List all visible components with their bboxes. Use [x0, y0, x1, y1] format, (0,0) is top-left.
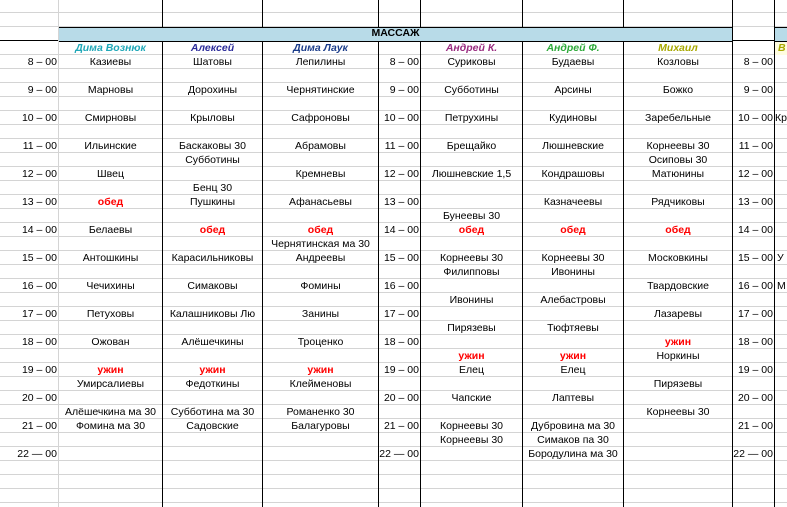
time-cell[interactable]: 13 – 00	[383, 196, 419, 208]
booking-cell[interactable]: Дорохины	[187, 84, 238, 96]
header-masseur[interactable]: Андрей К.	[445, 42, 498, 54]
time-cell[interactable]: 13 – 00	[21, 196, 57, 208]
booking-cell[interactable]: Казиевы	[89, 56, 132, 68]
time-cell[interactable]: 11 – 00	[738, 140, 773, 152]
time-cell[interactable]: 17 – 00	[383, 308, 419, 320]
booking-cell[interactable]: Дубровина ма 30	[530, 420, 616, 432]
booking-cell[interactable]: Романенко 30	[286, 406, 355, 418]
booking-cell[interactable]: Швец	[97, 168, 124, 180]
lunch-cell[interactable]: обед	[458, 224, 485, 236]
booking-cell[interactable]: Рядчиковы	[651, 196, 705, 208]
time-cell[interactable]: 22 — 00	[733, 448, 773, 460]
time-cell[interactable]: 16 – 00	[21, 280, 57, 292]
booking-cell[interactable]: Петрухины	[444, 112, 499, 124]
time-cell[interactable]: 8 – 00	[389, 56, 419, 68]
booking-cell[interactable]: Суриковы	[447, 56, 496, 68]
booking-cell[interactable]: Козловы	[657, 56, 699, 68]
booking-cell[interactable]: Абрамовы	[295, 140, 346, 152]
time-cell[interactable]: 15 – 00	[383, 252, 419, 264]
booking-cell[interactable]: Афанасьевы	[289, 196, 352, 208]
booking-cell[interactable]: Люшневские	[542, 140, 604, 152]
time-cell[interactable]: 8 – 00	[743, 56, 773, 68]
time-cell[interactable]: 16 – 00	[737, 280, 773, 292]
booking-cell[interactable]: Люшневские 1,5	[431, 168, 512, 180]
booking-cell[interactable]: Шатовы	[193, 56, 232, 68]
booking-cell[interactable]: Твардовские	[647, 280, 709, 292]
dinner-cell[interactable]: ужин	[97, 364, 124, 376]
booking-cell[interactable]: Матюнины	[651, 168, 705, 180]
booking-cell[interactable]: Клейменовы	[289, 378, 352, 390]
booking-cell[interactable]: Ожован	[91, 336, 130, 348]
header-masseur[interactable]: Алексей	[190, 42, 235, 54]
time-cell[interactable]: 14 – 00	[383, 224, 419, 236]
time-cell[interactable]: 18 – 00	[21, 336, 57, 348]
dinner-cell[interactable]: ужин	[199, 364, 226, 376]
booking-cell[interactable]: Ильинские	[84, 140, 137, 152]
booking-cell[interactable]: Осиповы 30	[648, 154, 708, 166]
lunch-cell[interactable]: обед	[97, 196, 124, 208]
booking-cell[interactable]: Кр	[775, 112, 787, 124]
time-cell[interactable]: 12 – 00	[21, 168, 57, 180]
header-masseur[interactable]: Дима Лаук	[293, 42, 348, 54]
time-cell[interactable]: 15 – 00	[737, 252, 773, 264]
time-cell[interactable]: 19 – 00	[737, 364, 773, 376]
header-masseur[interactable]: В	[778, 42, 786, 54]
booking-cell[interactable]: М	[777, 280, 786, 292]
time-cell[interactable]: 10 – 00	[737, 112, 773, 124]
header-masseur[interactable]: Дима Вознюк	[75, 42, 146, 54]
booking-cell[interactable]: Ивонины	[449, 294, 494, 306]
booking-cell[interactable]: Чернятинские	[286, 84, 355, 96]
time-cell[interactable]: 21 – 00	[383, 420, 419, 432]
booking-cell[interactable]: Симаков па 30	[537, 434, 609, 446]
header-masseur[interactable]: Михаил	[658, 42, 698, 54]
sheet-title: МАССАЖ	[371, 27, 420, 39]
booking-cell[interactable]: Садовские	[186, 420, 239, 432]
booking-cell[interactable]: Балагуровы	[291, 420, 350, 432]
booking-cell[interactable]: Норкины	[656, 350, 700, 362]
time-cell[interactable]: 9 – 00	[743, 84, 773, 96]
booking-cell[interactable]: Корнеевы 30	[541, 252, 605, 264]
booking-cell[interactable]: Корнеевы 30	[646, 140, 710, 152]
booking-cell[interactable]: Симаковы	[187, 280, 238, 292]
booking-cell[interactable]: Крыловы	[190, 112, 235, 124]
booking-cell[interactable]: Лепилины	[295, 56, 346, 68]
time-cell[interactable]: 9 – 00	[27, 84, 57, 96]
booking-cell[interactable]: Бенц 30	[192, 182, 233, 194]
booking-cell[interactable]: Пирязевы	[447, 322, 496, 334]
time-cell[interactable]: 20 – 00	[737, 392, 773, 404]
booking-cell[interactable]: Субботины	[444, 84, 499, 96]
booking-cell[interactable]: Фомины	[300, 280, 341, 292]
booking-cell[interactable]: Чернятинская ма 30	[271, 238, 370, 250]
time-cell[interactable]: 10 – 00	[21, 112, 57, 124]
time-cell[interactable]: 15 – 00	[21, 252, 57, 264]
time-cell[interactable]: 16 – 00	[383, 280, 419, 292]
booking-cell[interactable]: Алёшечкины	[181, 336, 244, 348]
time-cell[interactable]: 12 – 00	[737, 168, 773, 180]
booking-cell[interactable]: Пушкины	[189, 196, 236, 208]
booking-cell[interactable]: Фомина ма 30	[75, 420, 146, 432]
booking-cell[interactable]: Калашниковы Лю	[169, 308, 256, 320]
booking-cell[interactable]: Елец	[459, 364, 484, 376]
time-cell[interactable]: 10 – 00	[383, 112, 419, 124]
booking-cell[interactable]: Баскаковы 30	[179, 140, 246, 152]
time-cell[interactable]: 17 – 00	[21, 308, 57, 320]
time-cell[interactable]: 8 – 00	[27, 56, 57, 68]
time-cell[interactable]: 18 – 00	[737, 336, 773, 348]
booking-cell[interactable]: Кондрашовы	[541, 168, 605, 180]
booking-cell[interactable]: Лаптевы	[551, 392, 595, 404]
booking-cell[interactable]: Корнеевы 30	[440, 420, 503, 432]
booking-cell[interactable]: Чапские	[451, 392, 492, 404]
booking-cell[interactable]: Алебастровы	[540, 294, 606, 306]
booking-cell[interactable]: Федоткины	[185, 378, 240, 390]
dinner-cell[interactable]: ужин	[664, 336, 692, 348]
booking-cell[interactable]: Корнеевы 30	[440, 252, 503, 264]
time-cell[interactable]: 22 — 00	[17, 448, 57, 460]
time-cell[interactable]: 14 – 00	[737, 224, 773, 236]
booking-cell[interactable]: Марновы	[87, 84, 134, 96]
booking-cell[interactable]: Арсины	[554, 84, 592, 96]
time-cell[interactable]: 9 – 00	[389, 84, 419, 96]
booking-cell[interactable]: Корнеевы 30	[440, 434, 503, 446]
booking-cell[interactable]: Брещайко	[446, 140, 497, 152]
booking-cell[interactable]: Занины	[301, 308, 340, 320]
time-cell[interactable]: 13 – 00	[737, 196, 773, 208]
booking-cell[interactable]: Андреевы	[295, 252, 346, 264]
booking-cell[interactable]: Московкины	[648, 252, 708, 264]
time-cell[interactable]: 14 – 00	[21, 224, 57, 236]
booking-cell[interactable]: Сафроновы	[291, 112, 350, 124]
booking-cell[interactable]: Белаевы	[88, 224, 133, 236]
booking-cell[interactable]: Кремневы	[295, 168, 346, 180]
booking-cell[interactable]: Субботина ма 30	[170, 406, 255, 418]
booking-cell[interactable]: Субботины	[185, 154, 240, 166]
booking-cell[interactable]: Казначеевы	[543, 196, 603, 208]
booking-cell[interactable]: Карасильниковы	[171, 252, 254, 264]
time-cell[interactable]: 19 – 00	[21, 364, 57, 376]
time-cell[interactable]: 22 — 00	[379, 448, 419, 460]
time-cell[interactable]: 19 – 00	[383, 364, 419, 376]
booking-cell[interactable]: Умирсалиевы	[76, 378, 145, 390]
booking-cell[interactable]: Пирязевы	[653, 378, 703, 390]
time-cell[interactable]: 20 – 00	[21, 392, 57, 404]
time-cell[interactable]: 12 – 00	[383, 168, 419, 180]
booking-cell[interactable]: Бородулина ма 30	[528, 448, 618, 460]
booking-cell[interactable]: Будаевы	[551, 56, 595, 68]
dinner-cell[interactable]: ужин	[458, 350, 485, 362]
booking-cell[interactable]: Филипповы	[443, 266, 500, 278]
time-cell[interactable]: 17 – 00	[737, 308, 773, 320]
booking-cell[interactable]: Лазаревы	[653, 308, 703, 320]
booking-cell[interactable]: Кудиновы	[549, 112, 597, 124]
booking-cell[interactable]: Тюфтяевы	[547, 322, 599, 334]
time-cell[interactable]: 21 – 00	[737, 420, 773, 432]
booking-cell[interactable]: Петуховы	[86, 308, 135, 320]
dinner-cell[interactable]: ужин	[307, 364, 334, 376]
booking-cell[interactable]: Заребельные	[645, 112, 711, 124]
booking-cell[interactable]: Смирновы	[84, 112, 137, 124]
booking-cell[interactable]: Ивонины	[551, 266, 595, 278]
booking-cell[interactable]: Корнеевы 30	[646, 406, 710, 418]
lunch-cell[interactable]: обед	[307, 224, 334, 236]
lunch-cell[interactable]: обед	[665, 224, 691, 236]
booking-cell[interactable]: Бунеевы 30	[442, 210, 501, 222]
booking-cell[interactable]: Божко	[662, 84, 694, 96]
time-cell[interactable]: 11 – 00	[384, 140, 419, 152]
lunch-cell[interactable]: обед	[199, 224, 226, 236]
header-masseur[interactable]: Андрей Ф.	[546, 42, 600, 54]
time-cell[interactable]: 18 – 00	[383, 336, 419, 348]
booking-cell[interactable]: Антошкины	[82, 252, 139, 264]
time-cell[interactable]: 21 – 00	[21, 420, 57, 432]
time-cell[interactable]: 11 – 00	[22, 140, 57, 152]
booking-cell[interactable]: Елец	[560, 364, 586, 376]
dinner-cell[interactable]: ужин	[559, 350, 587, 362]
booking-cell[interactable]: Алёшечкина ма 30	[64, 406, 157, 418]
booking-cell[interactable]: Чечихины	[86, 280, 135, 292]
booking-cell[interactable]: Троценко	[297, 336, 344, 348]
time-cell[interactable]: 20 – 00	[383, 392, 419, 404]
booking-cell[interactable]: У	[777, 252, 784, 264]
title-bar-edge	[775, 27, 787, 42]
lunch-cell[interactable]: обед	[560, 224, 586, 236]
